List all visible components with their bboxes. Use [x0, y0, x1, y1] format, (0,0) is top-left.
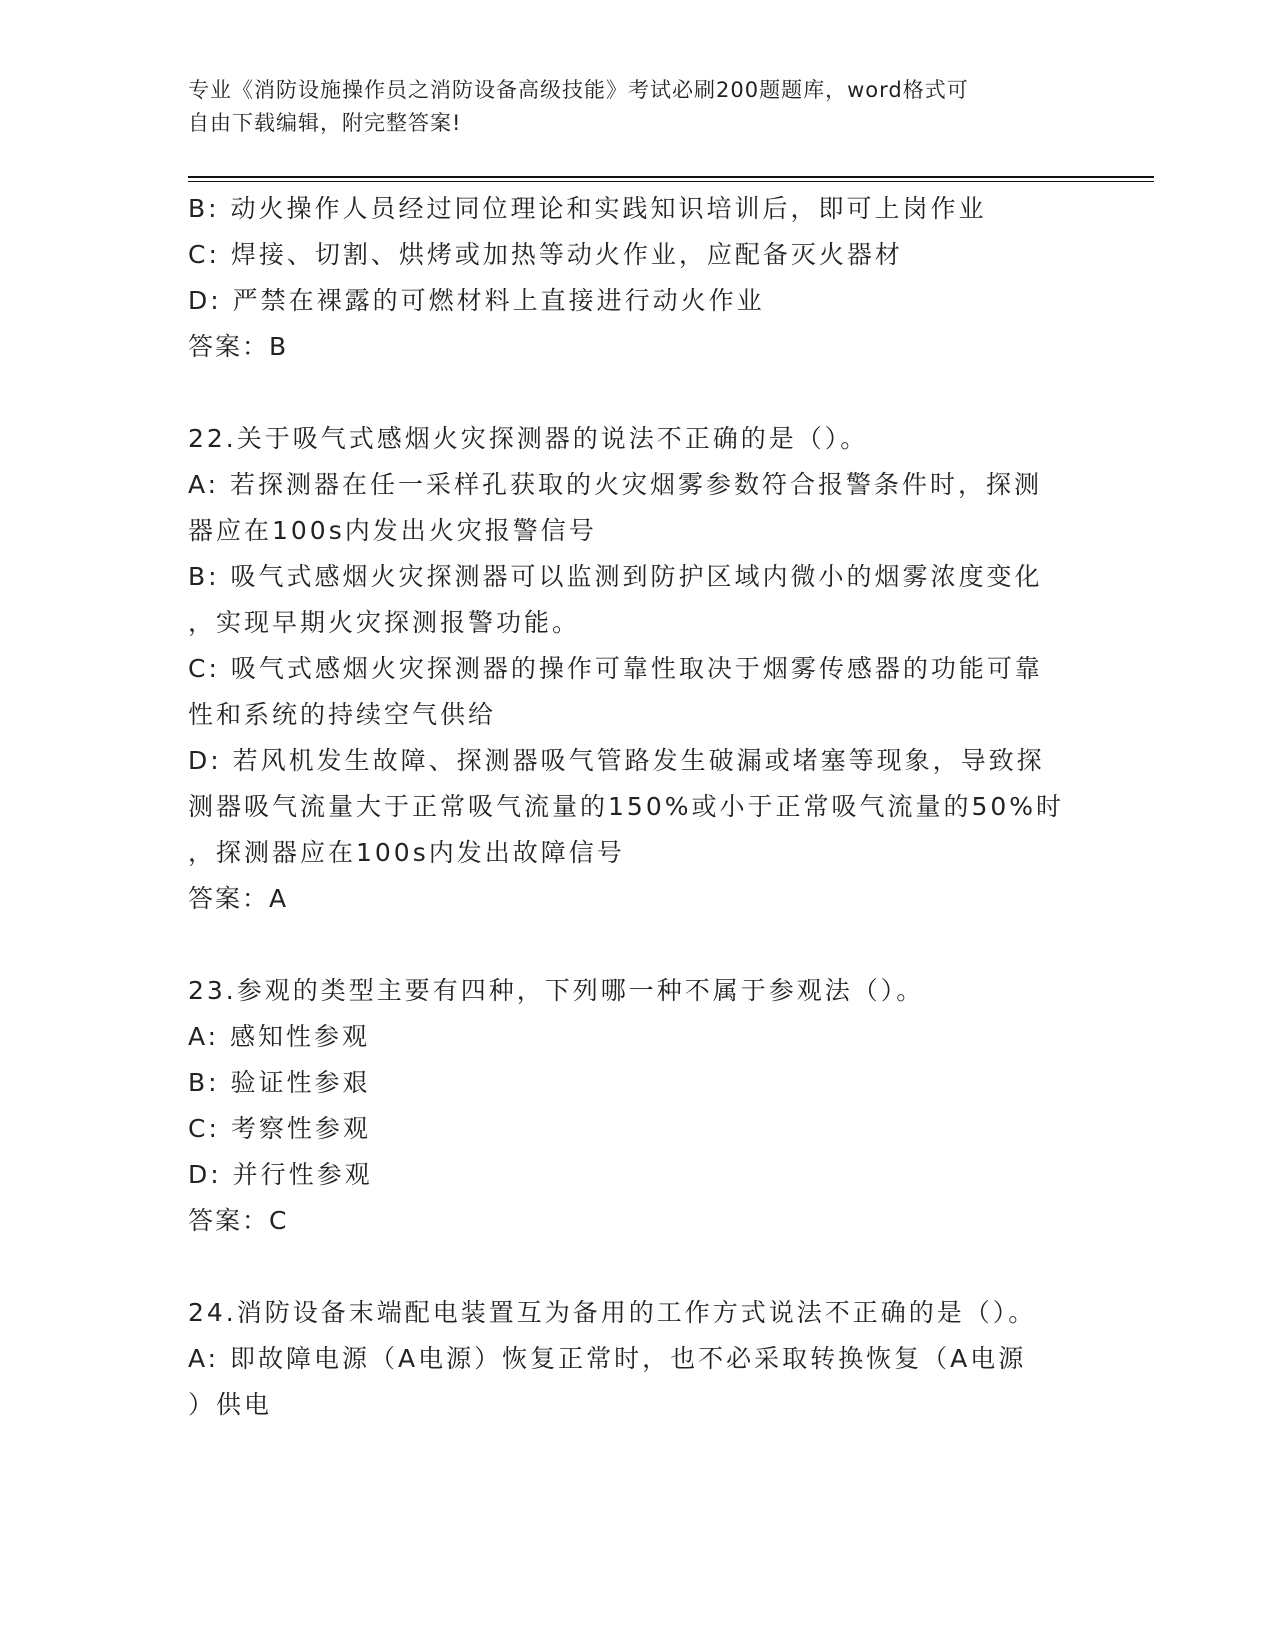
q23-answer: 答案：C [188, 1206, 289, 1235]
q22-option-b-line-1: B: 吸气式感烟火灾探测器可以监测到防护区域内微小的烟雾浓度变化 [188, 562, 1043, 591]
q24-option-a-line-2: ）供电 [188, 1390, 273, 1419]
q24-question: 24.消防设备末端配电装置互为备用的工作方式说法不正确的是（）。 [188, 1298, 1037, 1327]
question-22-block [188, 416, 1088, 922]
q23-option-d: D: 并行性参观 [188, 1160, 373, 1189]
q22-option-d-line-3: ，探测器应在100s内发出故障信号 [188, 838, 625, 867]
q21-option-b: B: 动火操作人员经过同位理论和实践知识培训后，即可上岗作业 [188, 194, 987, 223]
question-23-block [188, 968, 1088, 1244]
q22-option-a-line-1: A: 若探测器在任一采样孔获取的火灾烟雾参数符合报警条件时，探测 [188, 470, 1043, 499]
spacer [188, 922, 1088, 968]
q23-question: 23.参观的类型主要有四种，下列哪一种不属于参观法（）。 [188, 976, 925, 1005]
q22-question: 22.关于吸气式感烟火灾探测器的说法不正确的是（）。 [188, 424, 869, 453]
q21-option-c: C: 焊接、切割、烘烤或加热等动火作业，应配备灭火器材 [188, 240, 903, 269]
q21-answer: 答案：B [188, 332, 289, 361]
question-21-block [188, 186, 1088, 370]
q23-option-c: C: 考察性参观 [188, 1114, 371, 1143]
q22-option-b-line-2: ，实现早期火灾探测报警功能。 [188, 608, 581, 637]
header-divider [188, 176, 1154, 182]
q22-option-c-line-2: 性和系统的持续空气供给 [188, 700, 497, 729]
q22-answer: 答案：A [188, 884, 289, 913]
spacer [188, 1244, 1088, 1290]
question-24-block [188, 1290, 1088, 1428]
spacer [188, 370, 1088, 416]
document-header [188, 74, 1088, 140]
q22-option-c-line-1: C: 吸气式感烟火灾探测器的操作可靠性取决于烟雾传感器的功能可靠 [188, 654, 1043, 683]
q22-option-a-line-2: 器应在100s内发出火灾报警信号 [188, 516, 597, 545]
q22-option-d-line-2: 测器吸气流量大于正常吸气流量的150%或小于正常吸气流量的50%时 [188, 792, 1065, 821]
header-line-2: 自由下载编辑，附完整答案! [188, 111, 462, 135]
q24-option-a-line-1: A: 即故障电源（A电源）恢复正常时，也不必采取转换恢复（A电源 [188, 1344, 1027, 1373]
q23-option-a: A: 感知性参观 [188, 1022, 371, 1051]
header-line-1: 专业《消防设施操作员之消防设备高级技能》考试必刷200题题库，word格式可 [188, 78, 969, 102]
q23-option-b: B: 验证性参艰 [188, 1068, 371, 1097]
document-body [188, 186, 1088, 1428]
q22-option-d-line-1: D: 若风机发生故障、探测器吸气管路发生破漏或堵塞等现象，导致探 [188, 746, 1045, 775]
q21-option-d: D: 严禁在裸露的可燃材料上直接进行动火作业 [188, 286, 765, 315]
